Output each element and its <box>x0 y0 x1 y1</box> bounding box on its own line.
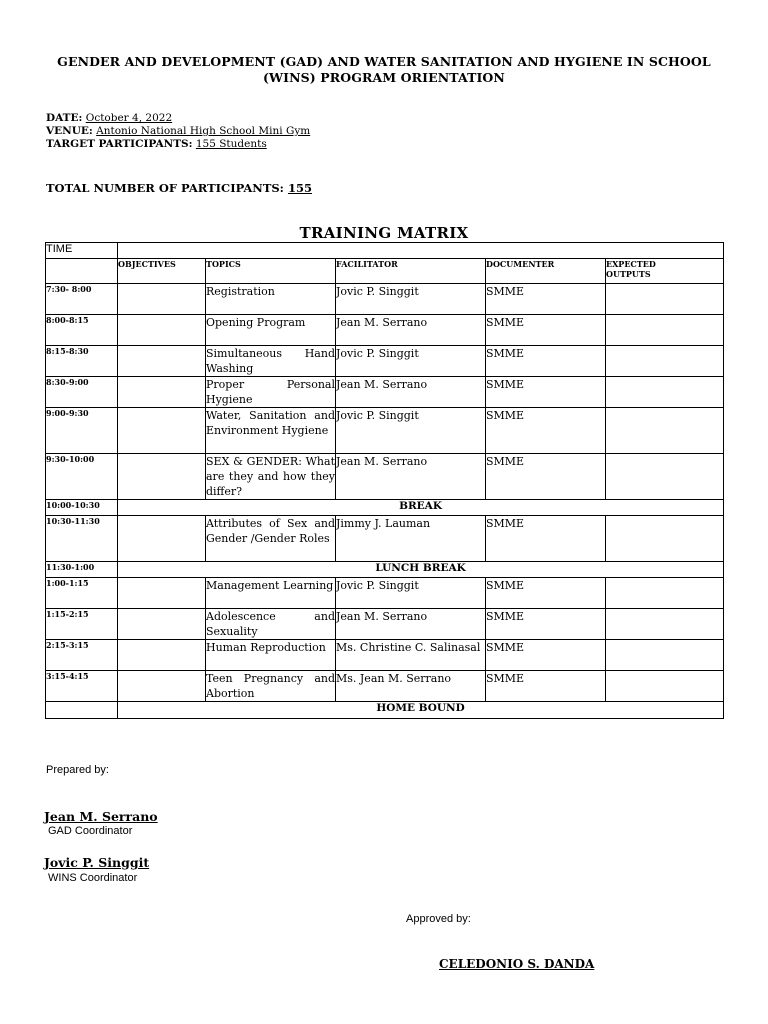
break-row <box>46 562 724 578</box>
matrix-body <box>46 243 724 719</box>
schedule-row <box>46 640 724 671</box>
header-facilitator: FACILITATOR <box>336 259 486 284</box>
facilitator-cell: Jovic P. Singgit <box>336 578 486 609</box>
header-topics: TOPICS <box>206 259 336 284</box>
objectives-cell <box>118 640 206 671</box>
time-cell: 8:15-8:30 <box>46 346 118 377</box>
objectives-cell <box>118 284 206 315</box>
schedule-row <box>46 284 724 315</box>
venue-line <box>46 125 310 138</box>
facilitator-cell: Jean M. Serrano <box>336 377 486 408</box>
schedule-row <box>46 408 724 454</box>
span-cell: BREAK <box>118 500 724 516</box>
signatory-1-name: Jean M. Serrano <box>44 809 158 824</box>
break-row <box>46 702 724 719</box>
facilitator-cell: Ms. Jean M. Serrano <box>336 671 486 702</box>
topic-cell: Opening Program <box>206 315 336 346</box>
document-title <box>30 54 738 86</box>
total-label: TOTAL NUMBER OF PARTICIPANTS: <box>46 181 284 195</box>
objectives-cell <box>118 578 206 609</box>
header-outputs-line1: EXPECTED <box>606 259 656 269</box>
topic-cell: Human Reproduction <box>206 640 336 671</box>
span-cell: HOME BOUND <box>118 702 724 719</box>
facilitator-cell: Jovic P. Singgit <box>336 346 486 377</box>
outputs-cell <box>606 377 724 408</box>
total-value: 155 <box>287 181 312 195</box>
total-participants <box>46 181 312 195</box>
time-cell: 7:30- 8:00 <box>46 284 118 315</box>
break-row <box>46 500 724 516</box>
topic-cell: SEX & GENDER: What are they and how they differ? <box>206 455 335 498</box>
time-cell: 10:00-10:30 <box>46 500 118 516</box>
schedule-row <box>46 377 724 408</box>
schedule-row <box>46 671 724 702</box>
matrix-title: TRAINING MATRIX <box>299 224 469 242</box>
objectives-cell <box>118 346 206 377</box>
facilitator-cell: Jimmy J. Lauman <box>336 516 486 562</box>
date-line <box>46 112 172 125</box>
facilitator-cell: Jean M. Serrano <box>336 454 486 500</box>
schedule-row <box>46 346 724 377</box>
topic-cell: Adolescence and Sexuality <box>206 610 335 638</box>
time-cell: 8:00-8:15 <box>46 315 118 346</box>
facilitator-cell: Jean M. Serrano <box>336 609 486 640</box>
header-outputs <box>606 259 724 284</box>
outputs-cell <box>606 315 724 346</box>
approved-by-label: Approved by: <box>406 913 471 925</box>
time-cell: 10:30-11:30 <box>46 516 118 562</box>
venue-label: VENUE: <box>46 125 93 137</box>
outputs-cell <box>606 578 724 609</box>
documenter-cell: SMME <box>486 284 606 315</box>
documenter-cell: SMME <box>486 377 606 408</box>
documenter-cell: SMME <box>486 408 606 454</box>
time-cell: 8:30-9:00 <box>46 377 118 408</box>
outputs-cell <box>606 516 724 562</box>
objectives-cell <box>118 408 206 454</box>
topic-cell: Registration <box>206 284 336 315</box>
signatory-2-role: WINS Coordinator <box>48 872 138 884</box>
topic-cell: Management Learning <box>206 578 336 609</box>
topic-cell: Proper Personal Hygiene <box>206 378 335 406</box>
facilitator-cell: Ms. Christine C. Salinasal <box>336 640 486 671</box>
column-header-row <box>46 259 724 284</box>
time-cell: 9:30-10:00 <box>46 454 118 500</box>
documenter-cell: SMME <box>486 640 606 671</box>
outputs-cell <box>606 671 724 702</box>
documenter-cell: SMME <box>486 454 606 500</box>
documenter-cell: SMME <box>486 609 606 640</box>
outputs-cell <box>606 454 724 500</box>
outputs-cell <box>606 640 724 671</box>
signatory-1-role: GAD Coordinator <box>48 825 133 837</box>
facilitator-cell: Jean M. Serrano <box>336 315 486 346</box>
time-header: TIME <box>46 243 118 259</box>
time-cell: 2:15-3:15 <box>46 640 118 671</box>
facilitator-cell: Jovic P. Singgit <box>336 408 486 454</box>
outputs-cell <box>606 346 724 377</box>
target-line <box>46 138 267 151</box>
title-line-1: GENDER AND DEVELOPMENT (GAD) AND WATER SANITATION AND HYGIENE IN SCHOOL <box>57 54 711 69</box>
documenter-cell: SMME <box>486 315 606 346</box>
objectives-cell <box>118 609 206 640</box>
schedule-row <box>46 454 724 500</box>
outputs-cell <box>606 408 724 454</box>
venue-value: Antonio National High School Mini Gym <box>96 125 311 137</box>
approver-name: CELEDONIO S. DANDA <box>439 957 595 971</box>
training-matrix-table <box>45 242 724 719</box>
target-label: TARGET PARTICIPANTS: <box>46 138 193 150</box>
time-cell: 3:15-4:15 <box>46 671 118 702</box>
schedule-row <box>46 578 724 609</box>
documenter-cell: SMME <box>486 516 606 562</box>
objectives-cell <box>118 315 206 346</box>
time-header-row <box>46 243 724 259</box>
topic-cell: Water, Sanitation and Environment Hygiene <box>206 408 336 454</box>
objectives-cell <box>118 377 206 408</box>
prepared-by-label: Prepared by: <box>46 764 109 776</box>
outputs-cell <box>606 284 724 315</box>
objectives-cell <box>118 516 206 562</box>
span-cell: LUNCH BREAK <box>118 562 724 578</box>
target-value: 155 Students <box>195 138 267 150</box>
schedule-row <box>46 516 724 562</box>
topic-cell: Teen Pregnancy and Abortion <box>206 672 335 700</box>
header-outputs-line2: OUTPUTS <box>606 269 651 279</box>
time-cell: 11:30-1:00 <box>46 562 118 578</box>
outputs-cell <box>606 609 724 640</box>
objectives-cell <box>118 454 206 500</box>
signatory-2-name: Jovic P. Singgit <box>44 855 150 870</box>
time-cell <box>46 702 118 719</box>
documenter-cell: SMME <box>486 346 606 377</box>
header-objectives: OBJECTIVES <box>118 259 206 284</box>
title-line-2: (WINS) PROGRAM ORIENTATION <box>263 70 505 85</box>
time-cell: 1:15-2:15 <box>46 609 118 640</box>
time-cell: 9:00-9:30 <box>46 408 118 454</box>
schedule-row <box>46 315 724 346</box>
date-value: October 4, 2022 <box>85 112 173 124</box>
date-label: DATE: <box>46 112 83 124</box>
objectives-cell <box>118 671 206 702</box>
header-blank <box>46 259 118 284</box>
documenter-cell: SMME <box>486 671 606 702</box>
topic-cell: Attributes of Sex and Gender /Gender Roles <box>206 516 336 562</box>
facilitator-cell: Jovic P. Singgit <box>336 284 486 315</box>
header-documenter: DOCUMENTER <box>486 259 606 284</box>
time-header-blank <box>118 243 724 259</box>
schedule-row <box>46 609 724 640</box>
topic-cell: Simultaneous Hand Washing <box>206 347 335 375</box>
documenter-cell: SMME <box>486 578 606 609</box>
time-cell: 1:00-1:15 <box>46 578 118 609</box>
